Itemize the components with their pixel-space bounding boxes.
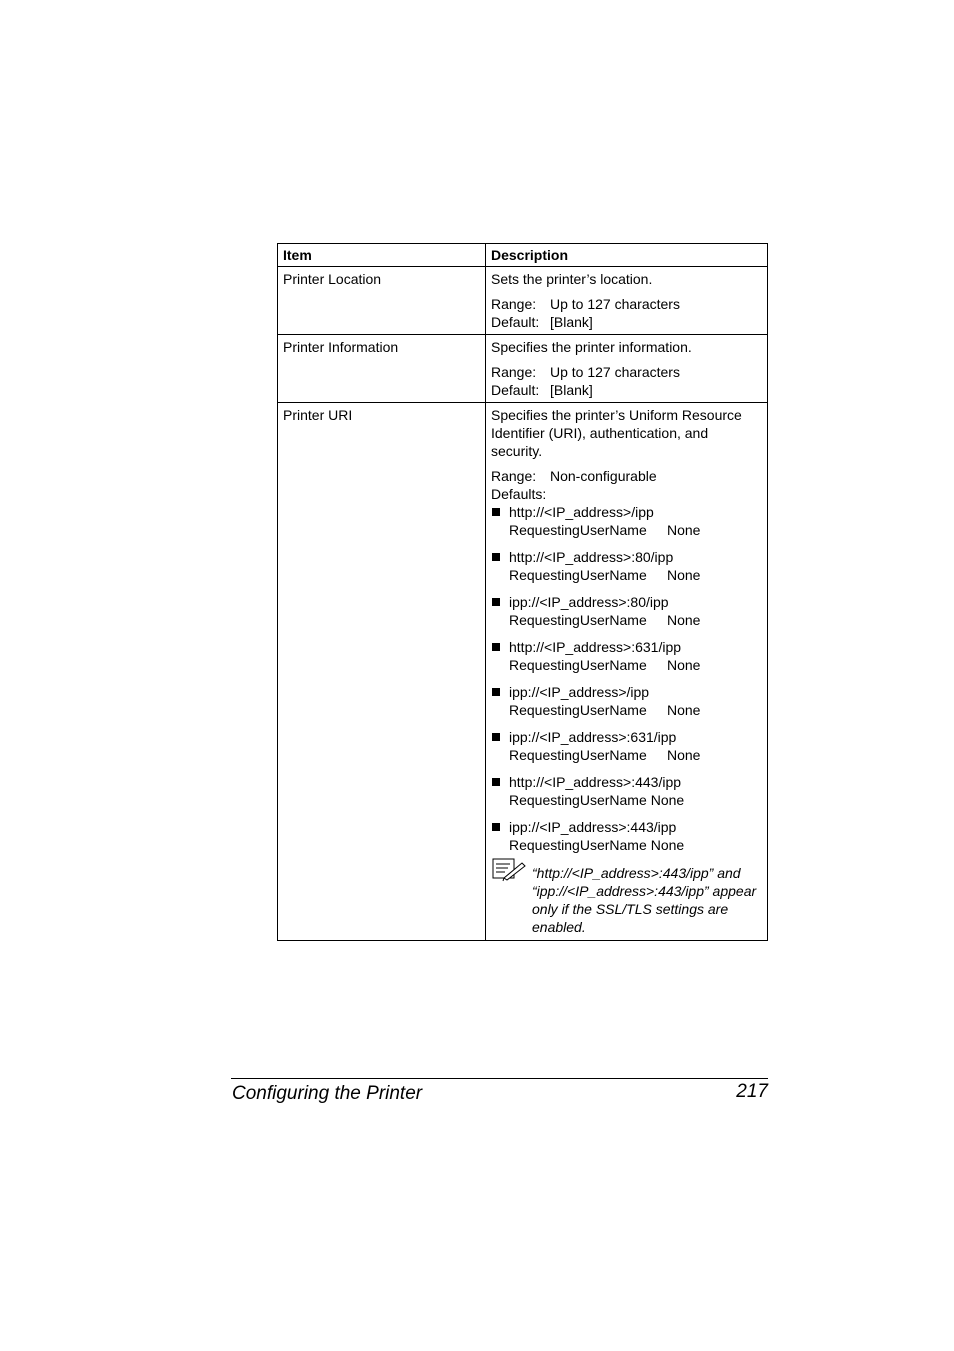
bullet-square-icon [492,553,500,561]
auth-line [509,701,763,719]
uri-text: http://<IP_address>:631/ipp [509,639,682,655]
bullet-square-icon [492,688,500,696]
range-label: Range: [491,296,537,312]
range-line [491,363,763,381]
uri-text: ipp://<IP_address>:631/ipp [509,729,677,745]
auth-line [509,611,763,629]
header-description: Description [486,244,768,267]
auth-value: None [667,657,701,673]
list-item [491,773,763,809]
list-item [491,728,763,764]
table-header-row [278,244,768,267]
table-row-printer-uri [278,403,768,941]
auth-line [509,521,763,539]
list-item [491,638,763,674]
uri-text: http://<IP_address>:80/ipp [509,549,674,565]
auth-user: RequestingUserName [509,837,647,853]
uri-text: ipp://<IP_address>:80/ipp [509,594,669,610]
auth-line [509,656,763,674]
footer-title: Configuring the Printer [232,1083,423,1104]
auth-line [509,566,763,584]
range-label: Range: [491,364,537,380]
auth-user: RequestingUserName [509,657,647,673]
default-value: [Blank] [550,382,593,398]
auth-user: RequestingUserName [509,522,647,538]
note-pencil-icon [492,858,528,882]
note [491,864,763,936]
description-cell [486,267,768,335]
range-line [491,295,763,313]
description-cell [486,335,768,403]
auth-line [509,836,763,854]
auth-user: RequestingUserName [509,702,647,718]
auth-value: None [667,612,701,628]
description-text: Specifies the printer information. [491,339,692,355]
auth-user: RequestingUserName [509,792,647,808]
description-text: Sets the printer’s location. [491,271,653,287]
default-value: [Blank] [550,314,593,330]
range-value: Non-configurable [550,468,657,484]
default-label: Default: [491,382,540,398]
uri-text: ipp://<IP_address>/ipp [509,684,650,700]
list-item [491,818,763,854]
uri-text: http://<IP_address>/ipp [509,504,654,520]
auth-value: None [667,747,701,763]
bullet-square-icon [492,823,500,831]
description-text: Specifies the printer’s Uniform Resource Identifier (URI), authentication, and security. [491,407,742,459]
default-line [491,313,763,331]
auth-user: RequestingUserName [509,612,647,628]
list-item [491,503,763,539]
auth-value: None [650,837,685,853]
settings-table [277,243,768,941]
header-item: Item [278,244,486,267]
list-item [491,548,763,584]
note-text: “http://<IP_address>:443/ipp” and “ipp://<IP_address>:443/ipp” appear only if the SSL/TLS settings are enabled. [532,865,757,935]
list-item [491,593,763,629]
auth-user: RequestingUserName [509,567,647,583]
bullet-square-icon [492,733,500,741]
auth-value: None [667,567,701,583]
auth-value: None [667,702,701,718]
auth-line [509,746,763,764]
bullet-square-icon [492,598,500,606]
default-line [491,381,763,399]
range-label: Range: [491,468,537,484]
list-item [491,683,763,719]
page-number: 217 [736,1081,768,1102]
range-line [491,467,763,485]
auth-user: RequestingUserName [509,747,647,763]
auth-line [509,791,763,809]
item-cell: Printer Information [278,335,486,403]
bullet-square-icon [492,508,500,516]
defaults-list [491,503,763,854]
auth-value: None [667,522,701,538]
table-row-printer-information [278,335,768,403]
default-label: Default: [491,314,540,330]
bullet-square-icon [492,778,500,786]
table-row-printer-location [278,267,768,335]
description-cell [486,403,768,941]
defaults-label: Defaults: [491,486,547,502]
range-value: Up to 127 characters [550,296,680,312]
bullet-square-icon [492,643,500,651]
item-cell: Printer Location [278,267,486,335]
auth-value: None [650,792,685,808]
item-cell: Printer URI [278,403,486,941]
range-value: Up to 127 characters [550,364,680,380]
uri-text: ipp://<IP_address>:443/ipp [509,819,677,835]
uri-text: http://<IP_address>:443/ipp [509,774,682,790]
footer-rule [231,1078,768,1079]
